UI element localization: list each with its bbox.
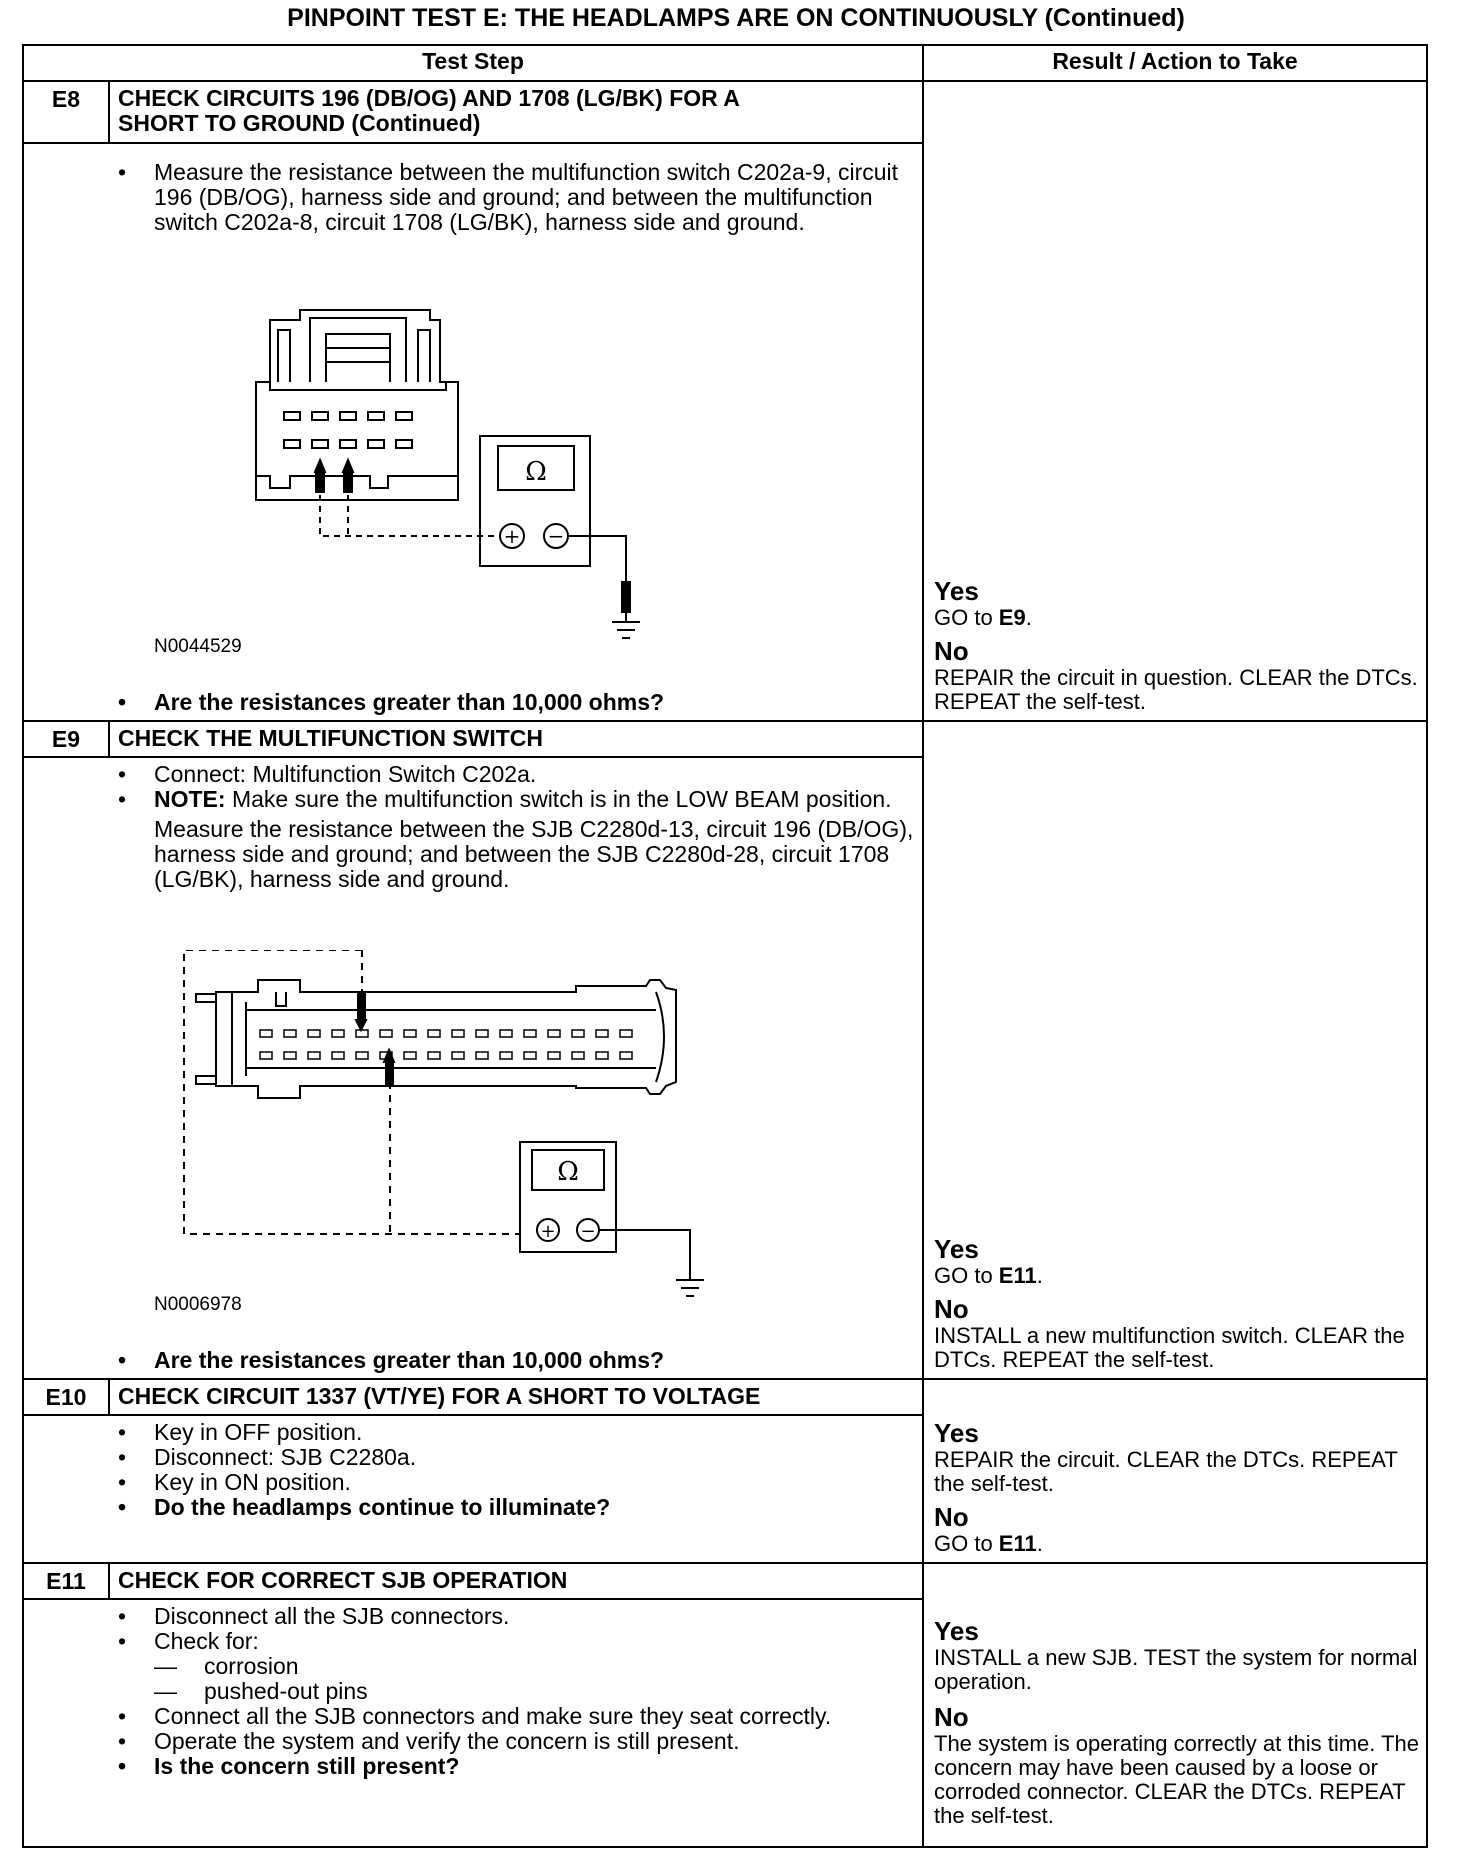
connector-diagram-n0006978 (176, 950, 736, 1310)
no-label: No (934, 1502, 969, 1532)
step-instructions (114, 1420, 914, 1520)
pin-cavities (260, 1030, 632, 1059)
list-item: • Operate the system and verify the concern is still present. (118, 1728, 740, 1754)
yes-action: GO to E9. (934, 605, 1032, 630)
yes-action: INSTALL a new SJB. TEST the system for normal operation. (934, 1645, 1418, 1694)
result-e11 (934, 1616, 1424, 1828)
list-item: • Key in ON position. (118, 1469, 351, 1495)
step-title: CHECK CIRCUIT 1337 (VT/YE) FOR A SHORT TO VOLTAGE (118, 1383, 761, 1409)
figure-id: N0044529 (154, 636, 242, 657)
result-e10 (934, 1418, 1424, 1556)
list-item: • Measure the resistance between the multifunction switch C202a-9, circuit 196 (DB/OG), harness side and ground; and between the multifunction switch C202a-8, circuit 1708 (LG/BK), harness side and ground. (118, 159, 899, 235)
list-item: • Disconnect: SJB C2280a. (118, 1444, 417, 1470)
yes-label: Yes (934, 1418, 979, 1448)
step-id: E11 (46, 1568, 86, 1594)
step-id: E8 (51, 86, 81, 112)
list-item: • Connect: Multifunction Switch C202a. (118, 761, 537, 787)
yes-label: Yes (934, 576, 979, 606)
no-label: No (934, 636, 969, 666)
list-item: • Connect all the SJB connectors and make sure they seat correctly. (118, 1703, 832, 1729)
step-instructions (114, 1604, 914, 1779)
step-question (114, 690, 914, 715)
no-action: The system is operating correctly at this time. The concern may have been caused by a loose or corroded connector. CLEAR the DTCs. REPEAT the self-test. (934, 1731, 1419, 1828)
no-action: REPAIR the circuit in question. CLEAR the DTCs. REPEAT the self-test. (934, 665, 1418, 714)
step-instructions (114, 762, 914, 892)
list-item: • Is the concern still present? (118, 1753, 460, 1779)
ohm-symbol: Ω (557, 1157, 579, 1187)
no-label: No (934, 1294, 969, 1324)
step-title: CHECK FOR CORRECT SJB OPERATION (118, 1567, 568, 1593)
step-id: E9 (51, 726, 81, 752)
list-item: • Are the resistances greater than 10,000 ohms? (118, 689, 665, 715)
list-item: • Are the resistances greater than 10,000 ohms? (118, 1347, 665, 1373)
list-item: • Check for: (118, 1628, 259, 1654)
step-title: CHECK THE MULTIFUNCTION SWITCH (118, 725, 544, 751)
step-id: E10 (45, 1384, 87, 1410)
result-e9 (934, 1234, 1424, 1372)
list-item: — pushed-out pins (154, 1678, 368, 1704)
list-item: • Disconnect all the SJB connectors. (118, 1603, 510, 1629)
page-title: PINPOINT TEST E: THE HEADLAMPS ARE ON CONTINUOUSLY (Continued) (287, 4, 1185, 32)
list-item: Measure the resistance between the SJB C2280d-13, circuit 196 (DB/OG), harness side and ground; and between the SJB C2280d-28, circuit 1708 (LG/BK), harness side and ground. (154, 816, 914, 892)
yes-action: GO to E11. (934, 1263, 1043, 1288)
step-title-line: SHORT TO GROUND (Continued) (118, 110, 481, 136)
minus-terminal: − (580, 1221, 596, 1242)
header-result: Result / Action to Take (1052, 48, 1298, 74)
step-title-line: CHECK CIRCUITS 196 (DB/OG) AND 1708 (LG/BK) FOR A (118, 85, 740, 111)
list-item: • NOTE: Make sure the multifunction switch is in the LOW BEAM position. (118, 786, 892, 812)
no-action: GO to E11. (934, 1531, 1043, 1556)
yes-action: REPAIR the circuit. CLEAR the DTCs. REPEAT the self-test. (934, 1447, 1398, 1496)
step-title (118, 86, 918, 136)
header-test-step: Test Step (422, 48, 524, 74)
step-instructions (114, 160, 914, 235)
minus-terminal: − (547, 524, 565, 548)
figure-id: N0006978 (154, 1294, 242, 1315)
ohm-symbol: Ω (525, 457, 547, 487)
list-item: — corrosion (154, 1653, 299, 1679)
result-e8 (934, 576, 1424, 714)
yes-label: Yes (934, 1234, 979, 1264)
plus-terminal: + (540, 1221, 556, 1242)
yes-label: Yes (934, 1616, 979, 1646)
no-action: INSTALL a new multifunction switch. CLEAR the DTCs. REPEAT the self-test. (934, 1323, 1405, 1372)
no-label: No (934, 1702, 969, 1732)
connector-diagram-n0044529 (250, 300, 650, 640)
list-item: • Key in OFF position. (118, 1419, 363, 1445)
step-question (114, 1348, 914, 1373)
plus-terminal: + (503, 524, 521, 548)
list-item: • Do the headlamps continue to illuminate? (118, 1494, 611, 1520)
